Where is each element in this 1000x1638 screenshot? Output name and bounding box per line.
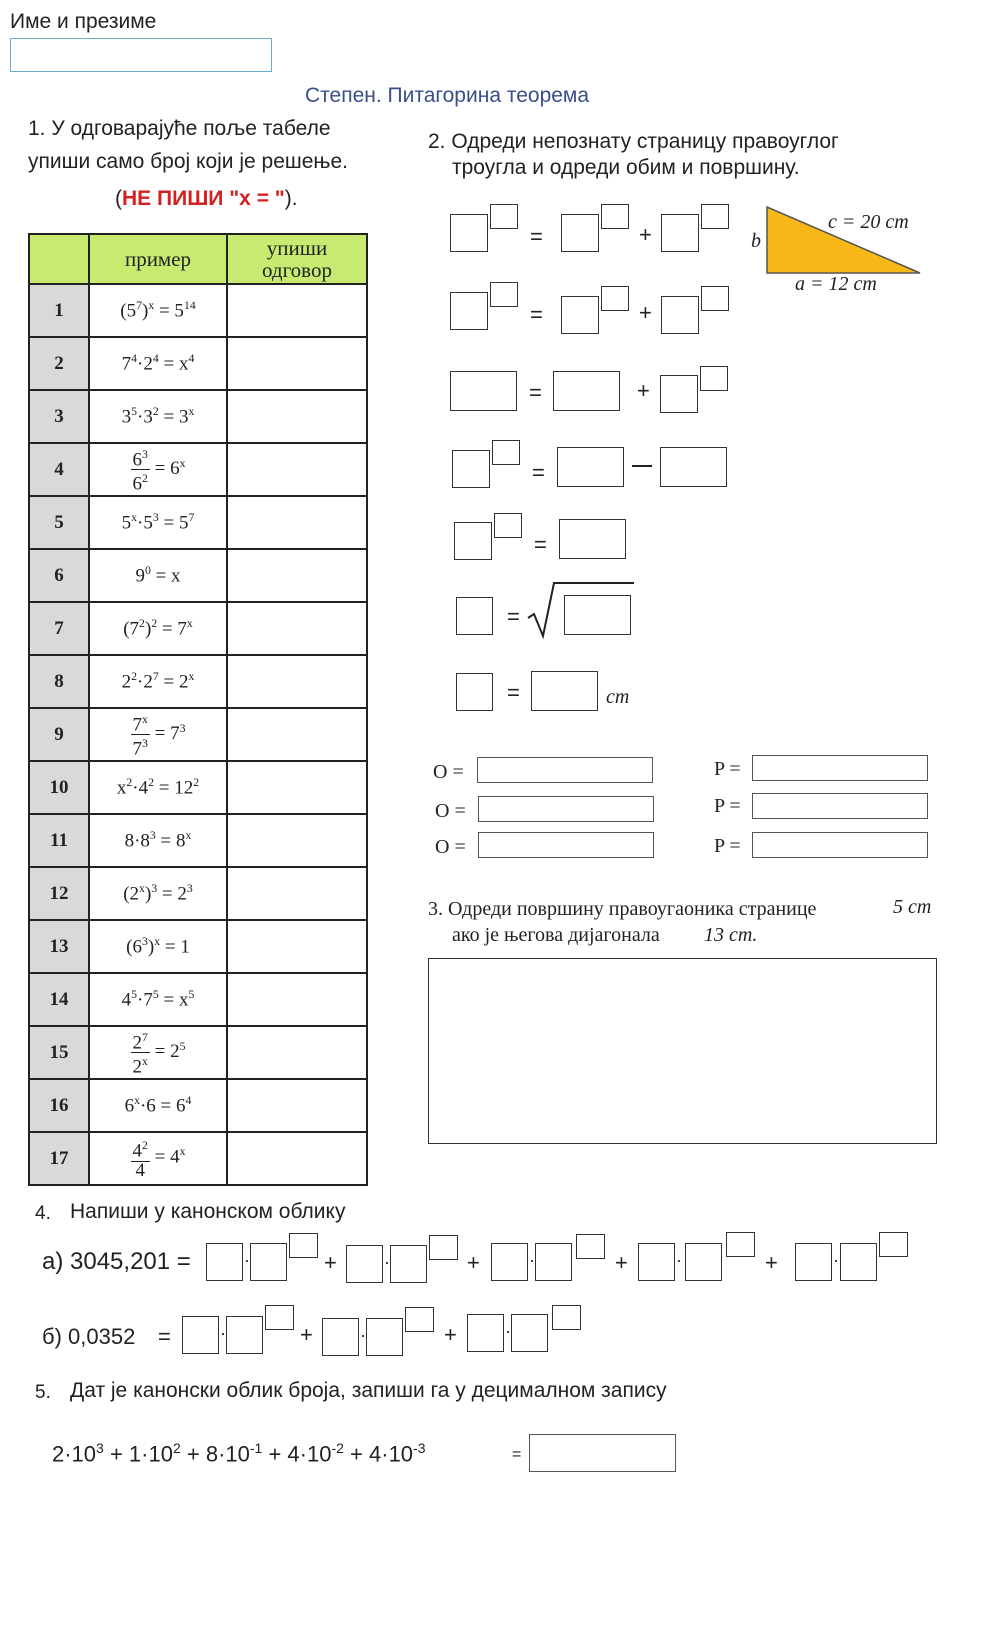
plus-sign: + [300,1322,313,1347]
row-example: $(6^3)^x = 1$ [89,920,227,973]
area-input[interactable] [752,755,928,781]
task2-line1: 2. Одреди непознату страницу правоуглог [428,130,839,153]
sqrt-box[interactable] [564,595,631,635]
canon-power-box[interactable] [840,1243,877,1281]
canon-digit-box[interactable] [795,1243,832,1281]
row-number: 12 [29,867,89,920]
equals-sign: = [530,302,543,327]
answer-cell[interactable] [227,602,367,655]
perimeter-input[interactable] [478,796,654,822]
canon-exp-box[interactable] [879,1232,908,1257]
header-answer-text: упиши одговор [262,236,332,282]
answer-cell[interactable] [227,496,367,549]
canon-power-box[interactable] [390,1245,427,1283]
row-number: 7 [29,602,89,655]
plus-sign: + [765,1250,778,1275]
row-number: 5 [29,496,89,549]
term-exp: 2 [172,1440,181,1456]
dot-sign: · [505,1321,511,1341]
o-label: O = [435,800,466,822]
row-number: 11 [29,814,89,867]
term-exp: -2 [331,1440,344,1456]
term: + 8·10 [186,1441,250,1467]
row-number: 14 [29,973,89,1026]
answer-cell[interactable] [227,337,367,390]
eq-exp-box[interactable] [490,204,518,229]
eq-exp-box[interactable] [701,204,729,229]
plus-sign: + [639,222,652,247]
row-example: $(5^7)^x = 5^{14}$ [89,284,227,337]
row-example: $5^x\cdot 5^3 = 5^7$ [89,496,227,549]
header-example: пример [89,234,227,284]
row-example: $x^2\cdot 4^2 = 12^2$ [89,761,227,814]
canon-exp-box[interactable] [265,1305,294,1330]
eq-exp-box[interactable] [700,366,728,391]
answer-cell[interactable] [227,920,367,973]
row-number: 17 [29,1132,89,1185]
term-exp: 3 [96,1440,104,1456]
row-number: 3 [29,390,89,443]
name-input[interactable] [10,38,272,72]
row-example: $\frac{7^x}{7^3}$ = $7^3$ [89,708,227,761]
eq-exp-box[interactable] [701,286,729,311]
canon-digit-box[interactable] [346,1245,383,1283]
term-exp: -3 [413,1440,426,1456]
task4-a-label: а) 3045,201 = [42,1248,191,1275]
canon-exp-box[interactable] [405,1307,434,1332]
eq-box[interactable] [561,214,599,252]
equals-sign: = [530,224,543,249]
answer-cell[interactable] [227,284,367,337]
row-example: $4^5\cdot 7^5 = x^5$ [89,973,227,1026]
label-b: b [751,230,761,252]
plus-sign: + [324,1250,337,1275]
task4-b-eq: = [158,1324,171,1349]
term-exp: -1 [249,1440,263,1456]
eq-box[interactable] [661,214,699,252]
task3-line1: 3. Одреди површину правоугаоника странице [428,898,817,920]
unit-cm: cm [606,686,630,708]
term: + 4·10 [268,1441,332,1467]
row-example: $2^2\cdot 2^7 = 2^x$ [89,655,227,708]
answer-cell[interactable] [227,814,367,867]
canon-digit-box[interactable] [491,1243,528,1281]
eq-box[interactable] [661,296,699,334]
answer-cell[interactable] [227,549,367,602]
dot-sign: · [529,1250,535,1270]
name-label: Име и презиме [10,10,157,33]
row-example: $(7^2)^2 = 7^x$ [89,602,227,655]
canon-digit-box[interactable] [638,1243,675,1281]
canonical-expression [52,1440,426,1467]
row-example: $\frac{4^2}{4}$ = $4^x$ [89,1132,227,1185]
equals-sign: = [507,604,520,629]
dot-sign: · [220,1323,226,1343]
task4-number: 4. [35,1203,51,1224]
decimal-answer-input[interactable] [529,1434,676,1472]
warn-close: ). [284,187,298,210]
canon-exp-box[interactable] [552,1305,581,1330]
task3-answer-area[interactable] [428,958,937,1144]
row-number: 2 [29,337,89,390]
task3-diag: 13 cm. [704,924,758,946]
label-c: c = 20 cm [828,211,909,233]
warn-open: ( [115,187,122,210]
equals-sign: = [532,460,545,485]
header-empty [29,234,89,284]
task1-warning [115,187,298,211]
row-example: $\frac{2^7}{2^x}$ = $2^5$ [89,1026,227,1079]
dot-sign: · [676,1250,682,1270]
o-label: O = [433,761,464,783]
eq-box[interactable] [561,296,599,334]
row-number: 16 [29,1079,89,1132]
row-example: $(2^x)^3 = 2^3$ [89,867,227,920]
canon-power-box[interactable] [511,1314,548,1352]
eq-box[interactable] [450,214,488,252]
answer-cell[interactable] [227,761,367,814]
canon-power-box[interactable] [535,1243,572,1281]
eq-exp-box[interactable] [494,513,522,538]
header-answer [227,234,367,284]
canon-exp-box[interactable] [576,1234,605,1259]
task3-side: 5 cm [893,896,932,918]
task1-line1: 1. У одговарајуће поље табеле [28,117,331,140]
row-example: $3^5\cdot 3^2 = 3^x$ [89,390,227,443]
perimeter-input[interactable] [477,757,653,783]
answer-cell[interactable] [227,973,367,1026]
p-label: P = [714,758,741,780]
plus-sign: + [637,378,650,403]
row-number: 1 [29,284,89,337]
canon-power-box[interactable] [226,1316,263,1354]
minus-sign [632,465,652,467]
canon-exp-box[interactable] [429,1235,458,1260]
answer-cell[interactable] [227,1079,367,1132]
row-number: 4 [29,443,89,496]
answer-cell[interactable] [227,867,367,920]
eq-box[interactable] [454,522,492,560]
dot-sign: · [833,1250,839,1270]
task2-line2: троугла и одреди обим и површину. [452,156,800,179]
task3-line2: ако је његова дијагонала [452,924,660,946]
answer-cell[interactable] [227,708,367,761]
canon-digit-box[interactable] [322,1318,359,1356]
area-input[interactable] [752,832,928,858]
equals-sign: = [507,680,520,705]
row-example: $\frac{6^3}{6^2}$ = $6^x$ [89,443,227,496]
eq-box[interactable] [456,597,493,635]
plus-sign: + [615,1250,628,1275]
eq-box-wide[interactable] [450,371,517,411]
row-example: $8\cdot 8^3 = 8^x$ [89,814,227,867]
equals-sign: = [529,380,542,405]
answer-cell[interactable] [227,1026,367,1079]
eq-box-wide[interactable] [559,519,626,559]
perimeter-input[interactable] [478,832,654,858]
term: 2·10 [52,1441,97,1467]
eq-box-wide[interactable] [660,447,727,487]
eq-box[interactable] [660,375,698,413]
plus-sign: + [444,1322,457,1347]
canon-power-box[interactable] [250,1243,287,1281]
p-label: P = [714,835,741,857]
page-title: Степен. Питагорина теорема [305,84,590,107]
eq-exp-box[interactable] [492,440,520,465]
canon-digit-box[interactable] [467,1314,504,1352]
exponent-table [28,233,368,1186]
row-number: 15 [29,1026,89,1079]
eq-exp-box[interactable] [601,286,629,311]
plus-sign: + [639,300,652,325]
dot-sign: · [360,1325,366,1345]
dot-sign: · [244,1250,250,1270]
term: + 4·10 [350,1441,414,1467]
task5-text: Дат је канонски облик броја, запиши га у децималном запису [70,1379,667,1402]
row-number: 6 [29,549,89,602]
canon-power-box[interactable] [366,1318,403,1356]
row-example: $7^4\cdot 2^4 = x^4$ [89,337,227,390]
p-label: P = [714,795,741,817]
warn-text: НЕ ПИШИ "x = " [122,187,285,210]
task4-text: Напиши у канонском облику [70,1200,346,1223]
eq-box[interactable] [456,673,493,711]
o-label: O = [435,836,466,858]
label-a: a = 12 cm [795,273,877,295]
eq-box-wide[interactable] [531,671,598,711]
row-example: $9^0 = x$ [89,549,227,602]
eq-box-wide[interactable] [557,447,624,487]
canon-digit-box[interactable] [206,1243,243,1281]
dot-sign: · [384,1252,390,1272]
eq-exp-box[interactable] [601,204,629,229]
row-number: 9 [29,708,89,761]
row-number: 8 [29,655,89,708]
area-input[interactable] [752,793,928,819]
eq-box-wide[interactable] [553,371,620,411]
canon-digit-box[interactable] [182,1316,219,1354]
row-example: $6^x\cdot 6 = 6^4$ [89,1079,227,1132]
eq-box[interactable] [452,450,490,488]
canon-exp-box[interactable] [289,1233,318,1258]
plus-sign: + [467,1250,480,1275]
term: + 1·10 [109,1441,173,1467]
answer-cell[interactable] [227,390,367,443]
eq-exp-box[interactable] [490,282,518,307]
canon-exp-box[interactable] [726,1232,755,1257]
task5-number: 5. [35,1382,51,1403]
answer-cell[interactable] [227,443,367,496]
task1-line2: упиши само број који је решење. [28,150,349,173]
eq-box[interactable] [450,292,488,330]
answer-cell[interactable] [227,1132,367,1185]
row-number: 13 [29,920,89,973]
task5-eq: = [512,1446,522,1463]
canon-power-box[interactable] [685,1243,722,1281]
equals-sign: = [534,532,547,557]
row-number: 10 [29,761,89,814]
answer-cell[interactable] [227,655,367,708]
task4-b-label: б) 0,0352 [42,1324,136,1349]
